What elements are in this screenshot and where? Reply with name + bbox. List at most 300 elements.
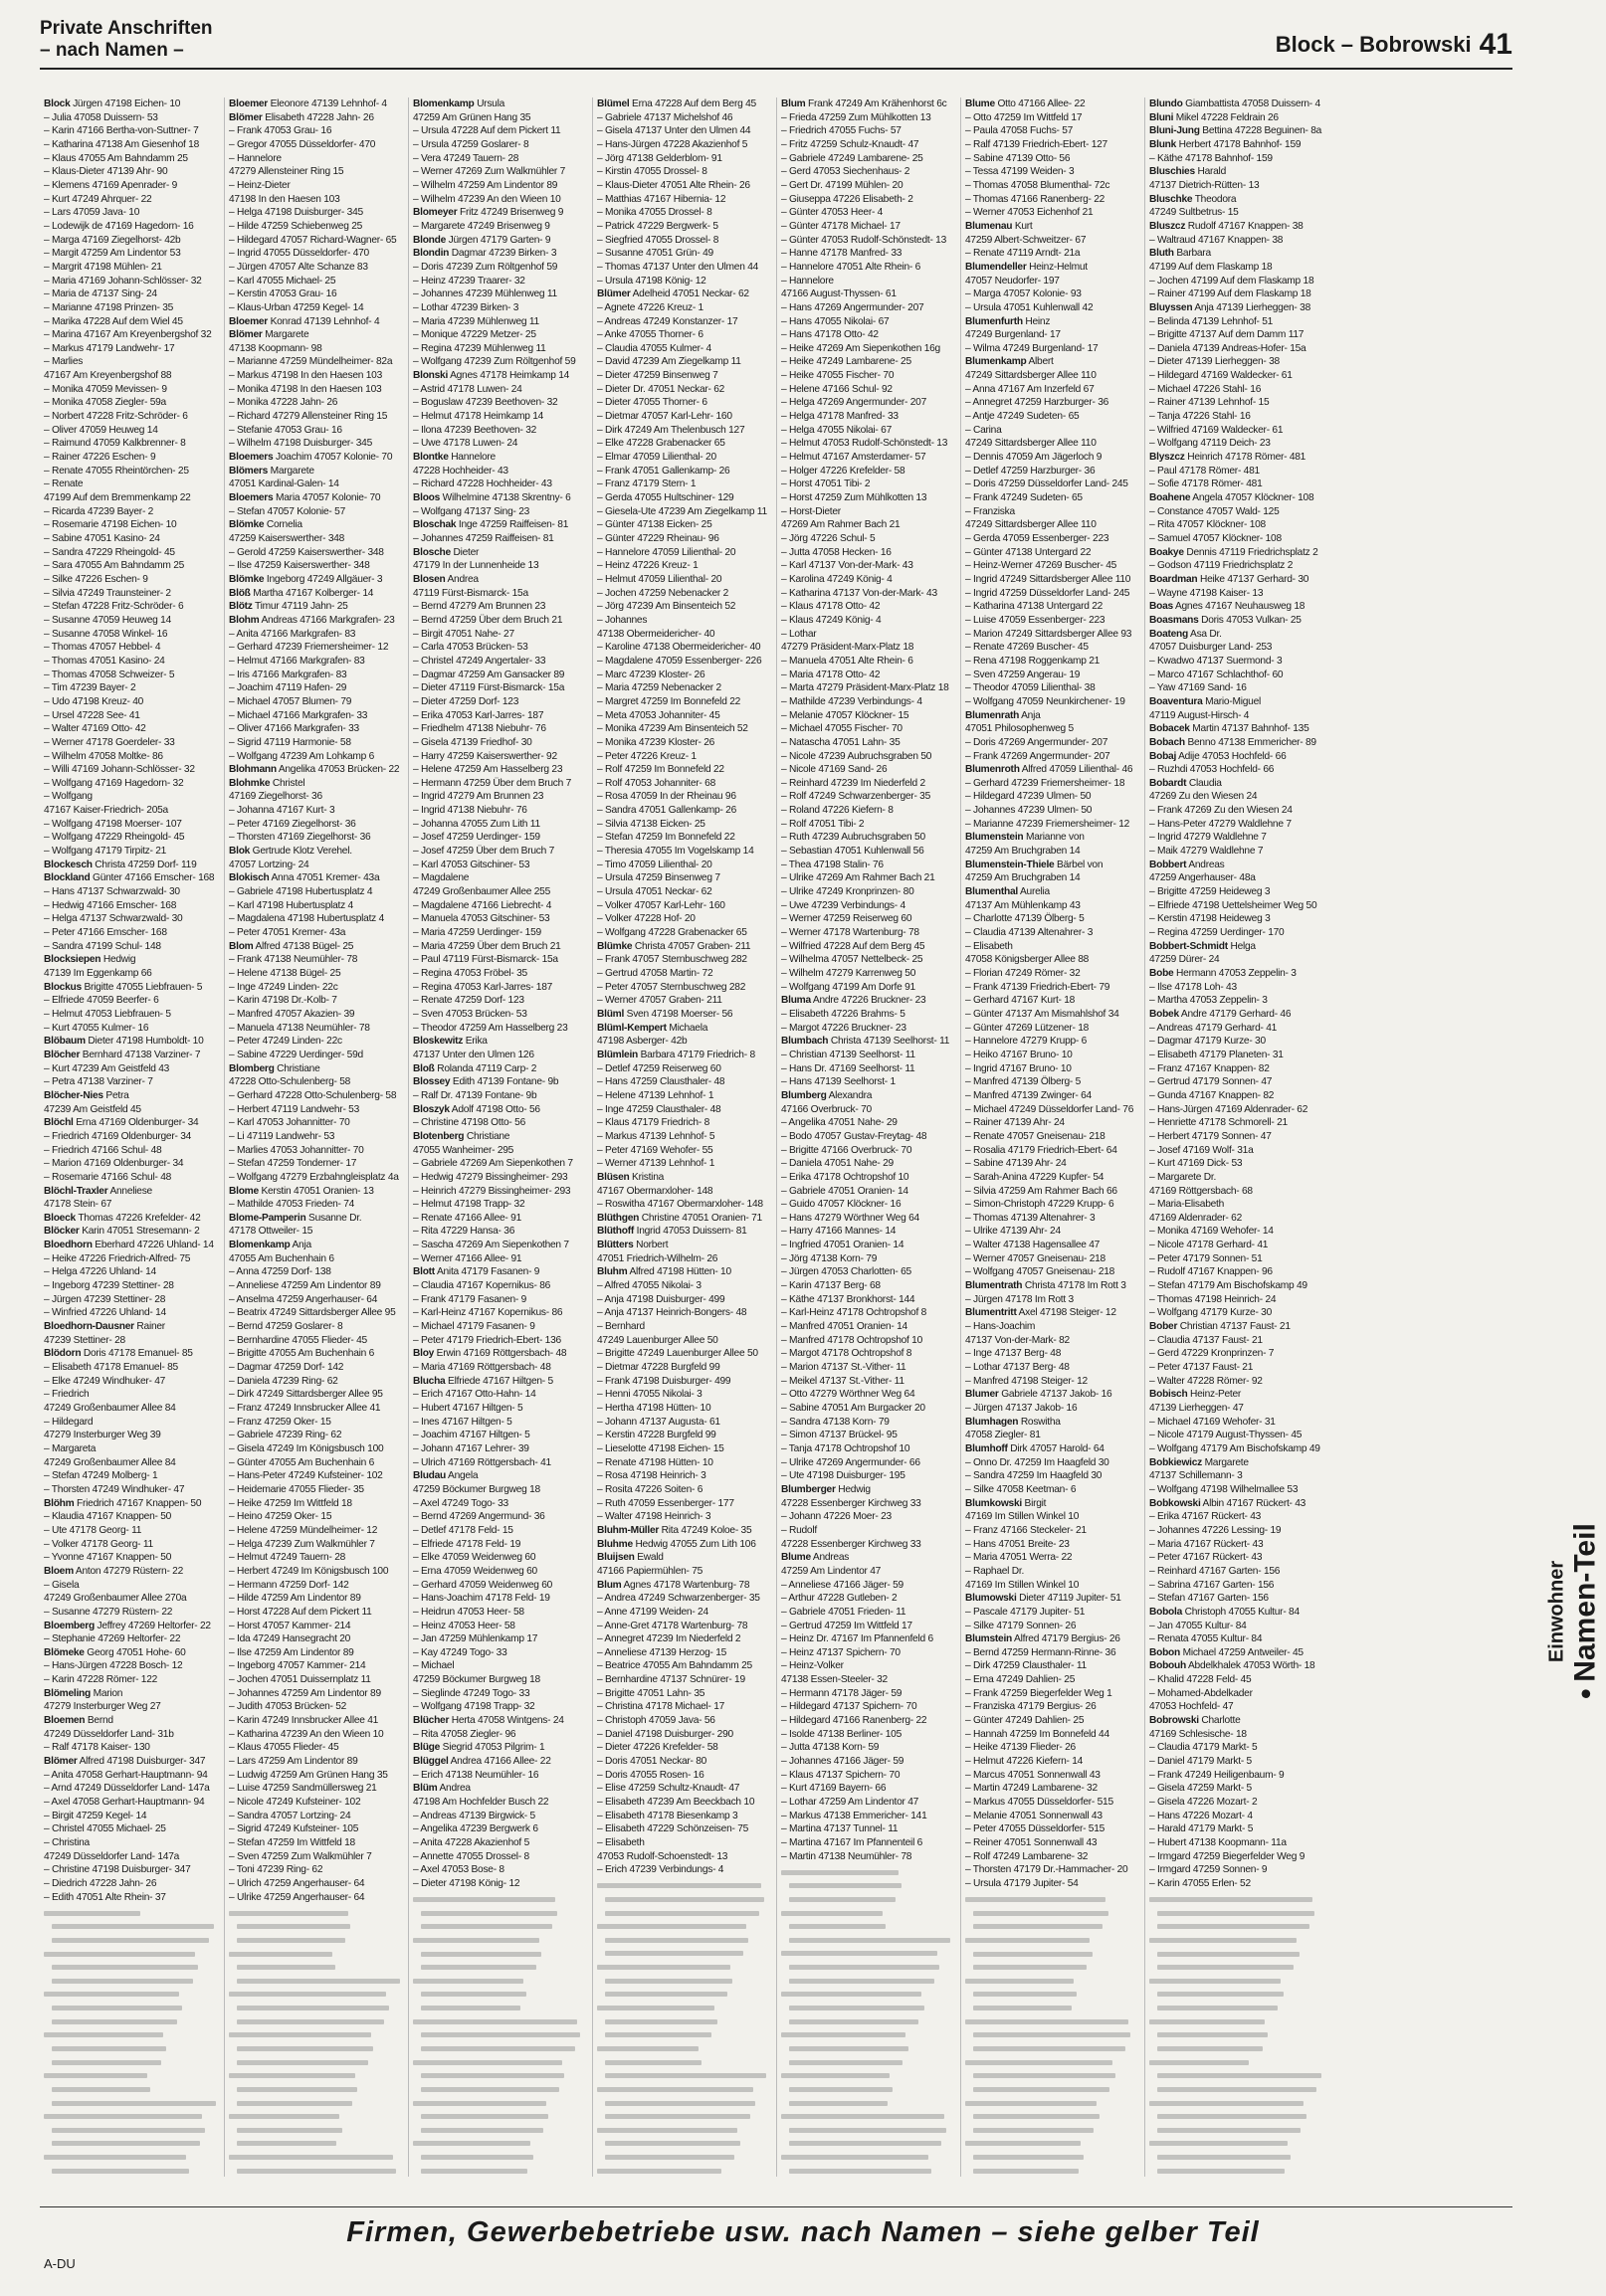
entry-details: – Stefan 47057 Kolonie- 57 — [229, 505, 345, 517]
entry-details: 47169 Im Stillen Winkel 10 — [965, 1511, 1080, 1523]
unreadable-line — [965, 2002, 1140, 2015]
entry-details: – Axel 47249 Togo- 33 — [413, 1497, 508, 1509]
directory-entry — [1149, 871, 1324, 885]
text-placeholder — [413, 1938, 539, 1943]
entry-details: – Hans 47137 Schwarzwald- 30 — [44, 886, 180, 898]
entry-details: – Toni 47239 Ring- 62 — [229, 1864, 323, 1876]
unreadable-line — [229, 1906, 404, 1920]
surname: Blöchl-Traxler — [44, 1185, 108, 1197]
entry-details: 47259 Am Grünen Hang 35 — [413, 111, 531, 123]
surname: Bloem — [44, 1565, 74, 1577]
entry-details: – Maria de 47137 Sing- 24 — [44, 288, 157, 300]
entry-details: – Frank 47269 Zu den Wiesen 24 — [1149, 805, 1293, 817]
directory-entry — [781, 1198, 956, 1212]
entry-details: – Manfred 47178 Ochtropshof 10 — [781, 1334, 923, 1346]
unreadable-line — [229, 2014, 404, 2028]
surname: Blümel — [597, 98, 630, 109]
entry-details: – Susanne 47279 Rüstern- 22 — [44, 1606, 173, 1618]
text-placeholder — [413, 2019, 577, 2024]
entry-details: – Johann 47167 Lehrer- 39 — [413, 1442, 529, 1454]
directory-entry — [965, 1538, 1140, 1552]
directory-entry — [781, 1388, 956, 1402]
directory-entry — [1149, 1538, 1324, 1552]
directory-entry — [413, 804, 588, 818]
entry-details: – Ricarda 47239 Bayer- 2 — [44, 505, 154, 517]
entry-details: – Kurt 47169 Dick- 53 — [1149, 1158, 1243, 1170]
directory-entry — [1149, 383, 1324, 397]
entry-details: – Peter 47057 Sternbuschweg 282 — [597, 981, 746, 993]
text-placeholder — [965, 2019, 1128, 2024]
entry-details: 47057 Duisburger Land- 253 — [1149, 642, 1273, 654]
entry-details: – Horst-Dieter — [781, 505, 841, 517]
entry-details: – Marika 47228 Auf dem Wiel 45 — [44, 315, 183, 327]
entry-details: – Gisela 47249 Im Königsbusch 100 — [229, 1442, 384, 1454]
entry-details: – Hertha 47198 Hütten- 10 — [597, 1403, 711, 1414]
entry-details: – Ralf Dr. 47139 Fontane- 9b — [413, 1089, 537, 1101]
entry-details: – Erna 47249 Dahlien- 25 — [965, 1674, 1076, 1686]
directory-entry — [1149, 179, 1324, 193]
directory-entry — [597, 518, 772, 532]
directory-entry — [597, 1836, 772, 1850]
directory-entry — [965, 831, 1140, 845]
text-placeholder — [44, 2155, 186, 2160]
directory-entry — [44, 247, 220, 261]
directory-entry — [965, 1700, 1140, 1714]
directory-entry — [965, 1062, 1140, 1076]
entry-details: 47279 Präsident-Marx-Platz 18 — [781, 642, 914, 654]
entry-details: – Matthias 47167 Hibernia- 12 — [597, 193, 726, 205]
directory-entry — [781, 206, 956, 220]
text-placeholder — [421, 2114, 548, 2119]
text-placeholder — [44, 1992, 179, 1997]
directory-entry — [781, 546, 956, 560]
entry-details: – Maria 47239 Mühlenweg 11 — [413, 315, 539, 327]
directory-entry — [781, 1116, 956, 1130]
entry-details: – Nicole 47249 Kufsteiner- 102 — [229, 1797, 361, 1809]
directory-entry — [597, 763, 772, 777]
directory-entry — [597, 505, 772, 519]
directory-entry — [229, 179, 404, 193]
entry-details: – Hans-Jürgen 47228 Bosch- 12 — [44, 1660, 183, 1672]
entry-details: – Sigrid 47119 Harmonie- 58 — [229, 736, 351, 748]
text-placeholder — [237, 1938, 345, 1943]
directory-entry — [597, 315, 772, 329]
directory-entry — [229, 1810, 404, 1823]
surname: Blockus — [44, 981, 82, 993]
entry-details: – Inge 47259 Clausthaler- 48 — [597, 1103, 721, 1115]
directory-entry — [597, 1538, 772, 1552]
directory-entry — [1149, 1469, 1324, 1483]
directory-entry — [781, 437, 956, 451]
entry-details: 47249 Großenbaumer Allee 84 — [44, 1456, 176, 1468]
section-side-tab — [1545, 1482, 1602, 1741]
entry-details: – Günter 47137 Am Mismahlshof 34 — [965, 1008, 1119, 1020]
entry-details: Helga — [1227, 940, 1256, 952]
entry-details: – Franz 47179 Stern- 1 — [597, 478, 697, 490]
entry-details: 47139 Im Eggenkamp 66 — [44, 968, 152, 979]
entry-details: 47198 In den Haesen 103 — [229, 193, 340, 205]
entry-details: – Werner 47178 Wartenburg- 78 — [781, 927, 919, 939]
entry-details: 47198 Am Hochfelder Busch 22 — [413, 1797, 549, 1809]
directory-entry — [781, 681, 956, 695]
directory-entry — [44, 641, 220, 655]
entry-details: Andre 47179 Gerhard- 46 — [1178, 1008, 1292, 1020]
entry-details: – Karl 47053 Gitschiner- 53 — [413, 859, 530, 870]
entry-details: – Frank 47198 Duisburger- 499 — [597, 1375, 731, 1387]
directory-entry — [413, 491, 588, 505]
directory-entry — [44, 777, 220, 791]
entry-details: – Monika 47198 In den Haesen 103 — [229, 383, 382, 395]
entry-details: – Hermann 47178 Jäger- 59 — [781, 1687, 903, 1699]
directory-entry — [229, 1620, 404, 1633]
entry-details: – Helene 47259 Mündelheimer- 12 — [229, 1524, 378, 1536]
entry-details: – Oliver 47166 Markgrafen- 33 — [229, 723, 359, 735]
text-placeholder — [52, 1924, 214, 1929]
directory-entry — [781, 953, 956, 967]
entry-details: – Helga 47269 Angermunder- 207 — [781, 397, 926, 409]
entry-details: – Lothar 47259 Am Lindentor 47 — [781, 1797, 919, 1809]
entry-details: – Karin 47228 Römer- 122 — [44, 1674, 158, 1686]
text-placeholder — [973, 2006, 1072, 2010]
directory-entry — [781, 695, 956, 709]
directory-entry — [781, 1836, 956, 1850]
directory-entry — [229, 165, 404, 179]
surname: Bloy — [413, 1348, 435, 1360]
text-placeholder — [605, 2155, 734, 2160]
directory-entry — [1149, 1225, 1324, 1239]
entry-details: – Marlies — [44, 356, 84, 368]
entry-details: – Sarah-Anina 47229 Kupfer- 54 — [965, 1171, 1104, 1183]
unreadable-line — [44, 1974, 220, 1988]
directory-entry — [1149, 926, 1324, 940]
entry-details: Christel — [270, 777, 305, 789]
entry-details: Rainer — [133, 1321, 165, 1333]
directory-entry — [44, 491, 220, 505]
surname: Blocksiepen — [44, 954, 101, 966]
surname: Blonski — [413, 370, 449, 382]
directory-entry — [229, 587, 404, 601]
directory-entry — [413, 994, 588, 1008]
surname: Blohmke — [229, 777, 271, 789]
directory-entry — [1149, 1103, 1324, 1117]
text-placeholder — [1157, 2169, 1285, 2174]
entry-details: 47228 Essenberger Kirchweg 33 — [781, 1538, 921, 1550]
text-placeholder — [1149, 1897, 1312, 1902]
entry-details: Michaela — [666, 1022, 708, 1034]
entry-details: – Sabrina 47167 Garten- 156 — [1149, 1579, 1275, 1591]
directory-entry — [1149, 1565, 1324, 1579]
directory-entry — [413, 1416, 588, 1430]
entry-details: – Hans-Joachim — [965, 1321, 1036, 1333]
directory-entry — [781, 1008, 956, 1022]
entry-details: – Jochen 47259 Nebenacker 2 — [597, 587, 729, 599]
entry-details: – Anke 47055 Thorner- 6 — [597, 329, 703, 341]
entry-details: – Kurt 47249 Ahrquer- 22 — [44, 193, 152, 205]
page-code: A-DU — [44, 2256, 76, 2271]
entry-details: – Ursula 47179 Jupiter- 54 — [965, 1877, 1079, 1889]
entry-details: – Tessa 47199 Weiden- 3 — [965, 166, 1075, 178]
directory-entry — [781, 559, 956, 573]
surname: Bobe — [1149, 968, 1174, 979]
entry-details: – Doris 47055 Rosen- 16 — [597, 1769, 704, 1781]
entry-details: – Wolfgang 47059 Neunkirchener- 19 — [965, 695, 1125, 707]
entry-details: – Johannes 47239 Mühlenweg 11 — [413, 288, 557, 300]
text-placeholder — [1157, 1992, 1284, 1997]
surname: Blüge — [413, 1742, 441, 1754]
directory-entry — [413, 355, 588, 369]
entry-details: – Helene 47139 Lehnhof- 1 — [597, 1089, 714, 1101]
entry-details: – Hans 47055 Nikolai- 67 — [781, 315, 890, 327]
entry-details: – Klaus-Dieter 47139 Ahr- 90 — [44, 166, 168, 178]
directory-entry — [965, 1402, 1140, 1416]
entry-details: – Rita 47057 Klöckner- 108 — [1149, 519, 1266, 531]
entry-details: – Peter 47137 Faust- 21 — [1149, 1362, 1254, 1374]
text-placeholder — [789, 1883, 902, 1888]
directory-entry — [965, 491, 1140, 505]
directory-entry — [229, 600, 404, 614]
directory-entry — [965, 1741, 1140, 1755]
directory-entry — [965, 1442, 1140, 1456]
surname: Bober — [1149, 1321, 1178, 1333]
directory-entry — [413, 1306, 588, 1320]
entry-details: – Regina 47053 Karl-Jarres- 187 — [413, 981, 553, 993]
entry-details: – Klaus 47178 Otto- 42 — [781, 601, 881, 613]
directory-entry — [44, 1185, 220, 1199]
entry-details: – Susanne 47058 Winkel- 16 — [44, 628, 168, 640]
text-placeholder — [413, 1897, 555, 1902]
text-placeholder — [421, 1965, 536, 1970]
entry-details: – Ilona 47239 Beethoven- 32 — [413, 424, 537, 436]
unreadable-entries — [965, 1893, 1140, 2177]
directory-entry — [1149, 342, 1324, 356]
directory-entry — [1149, 369, 1324, 383]
entry-details: Anja — [290, 1240, 311, 1251]
entry-details: – Diedrich 47228 Jahn- 26 — [44, 1877, 157, 1889]
directory-entry — [597, 1049, 772, 1062]
directory-entry — [1149, 1592, 1324, 1606]
text-placeholder — [237, 2019, 384, 2024]
entry-details: – Rosa 47198 Heinrich- 3 — [597, 1470, 706, 1482]
text-placeholder — [52, 1938, 209, 1943]
surname: Bloschak — [413, 519, 457, 531]
text-placeholder — [973, 2155, 1084, 2160]
entry-details: – Dirk 47259 Clausthaler- 11 — [965, 1660, 1087, 1672]
directory-entry — [781, 1673, 956, 1687]
entry-details: – Wolfgang 47198 Moerser- 107 — [44, 818, 182, 830]
surname: Blömke — [229, 519, 265, 531]
entry-details: – Manfred 47051 Oranien- 14 — [781, 1321, 907, 1333]
text-placeholder — [52, 2169, 189, 2174]
directory-entry — [413, 396, 588, 410]
directory-entry — [229, 383, 404, 397]
surname: Blümlein — [597, 1049, 639, 1060]
text-placeholder — [421, 1992, 526, 1997]
directory-entry — [597, 1320, 772, 1334]
directory-entry — [1149, 1239, 1324, 1252]
directory-entry — [1149, 845, 1324, 859]
directory-entry — [965, 859, 1140, 872]
entry-details: – Lodewijk de 47169 Hagedorn- 16 — [44, 220, 194, 232]
entry-details: – Gerhard 47239 Friemersheimer- 18 — [965, 777, 1125, 789]
entry-details: – Peter 47055 Düsseldorfer- 515 — [965, 1823, 1105, 1835]
entry-details: – Hans-Joachim 47178 Feld- 19 — [413, 1593, 550, 1605]
directory-entry — [597, 491, 772, 505]
entry-details: Wilhelmine 47138 Skrentny- 6 — [440, 492, 571, 504]
unreadable-line — [44, 1906, 220, 1920]
surname: Blumberger — [781, 1483, 836, 1495]
entry-details: – Natascha 47051 Lahn- 35 — [781, 736, 901, 748]
entry-details: – Johannes — [597, 614, 648, 626]
text-placeholder — [789, 2019, 918, 2024]
entry-details: – Heike 47249 Lambarene- 25 — [781, 356, 911, 368]
entry-details: – Rainer 47199 Auf dem Flaskamp 18 — [1149, 288, 1311, 300]
directory-entry — [781, 641, 956, 655]
entry-details: – Martina 47137 Tunnel- 11 — [781, 1823, 899, 1835]
entry-details: – Herbert 47119 Landwehr- 53 — [229, 1103, 359, 1115]
directory-entry — [229, 981, 404, 995]
directory-entry — [965, 885, 1140, 899]
entry-details: – Gertrud 47259 Im Wittfeld 17 — [781, 1620, 912, 1631]
entry-details: – Markus 47179 Landwehr- 17 — [44, 342, 175, 354]
text-placeholder — [1157, 2128, 1301, 2133]
text-placeholder — [781, 1951, 937, 1956]
directory-entry — [413, 1361, 588, 1375]
directory-entry — [965, 1850, 1140, 1864]
directory-entry — [965, 681, 1140, 695]
unreadable-line — [597, 1906, 772, 1920]
entry-details: – Hannah 47259 Im Bonnefeld 44 — [965, 1728, 1109, 1740]
entry-details: – Gabriele 47137 Michelshof 46 — [597, 111, 733, 123]
entry-details: – Markus 47139 Lehnhof- 5 — [597, 1130, 715, 1142]
entry-details: – Marianne 47198 Prinzen- 35 — [44, 301, 174, 313]
directory-entry — [229, 315, 404, 329]
entry-details: Alfred 47059 Lilienthal- 46 — [1019, 764, 1133, 776]
directory-entry — [965, 1714, 1140, 1728]
surname: Bluijsen — [597, 1552, 635, 1564]
entry-details: – Peter 47169 Ziegelhorst- 36 — [229, 818, 356, 830]
directory-entry — [44, 804, 220, 818]
unreadable-line — [597, 2083, 772, 2097]
entry-details: – Thorsten 47169 Ziegelhorst- 36 — [229, 832, 371, 844]
directory-entry — [413, 1632, 588, 1646]
entry-details: – Helmut 47167 Amsterdamer- 57 — [781, 452, 926, 464]
text-placeholder — [52, 2006, 182, 2010]
directory-entry — [781, 451, 956, 465]
directory-entry — [597, 777, 772, 791]
entry-details: – Dieter 47055 Thorner- 6 — [597, 397, 707, 409]
entry-details: – Regina 47239 Mühlenweg 11 — [413, 342, 546, 354]
surname: Blomenkamp — [229, 1240, 291, 1251]
directory-entry — [965, 940, 1140, 954]
entry-details: – Renate 47198 Hütten- 10 — [597, 1456, 713, 1468]
entry-details: – Mohamed-Abdelkader — [1149, 1687, 1253, 1699]
directory-entry — [965, 1239, 1140, 1252]
directory-entry — [965, 342, 1140, 356]
entry-details: – Marlies 47053 Johannitter- 70 — [229, 1144, 364, 1156]
directory-entry — [1149, 600, 1324, 614]
directory-entry — [781, 926, 956, 940]
directory-entry — [413, 111, 588, 125]
directory-entry — [1149, 750, 1324, 764]
text-placeholder — [52, 2128, 205, 2133]
directory-entry — [229, 301, 404, 315]
directory-entry — [44, 790, 220, 804]
page-range-heading — [1276, 28, 1512, 62]
directory-entry — [965, 1687, 1140, 1701]
surname: Blumenau — [965, 220, 1013, 232]
text-placeholder — [597, 1883, 761, 1888]
surname: Blumowski — [965, 1593, 1017, 1605]
entry-details: Herbert 47178 Bahnhof- 159 — [1176, 138, 1302, 150]
directory-entry — [597, 1116, 772, 1130]
entry-details: – Marta 47279 Präsident-Marx-Platz 18 — [781, 682, 949, 694]
directory-entry — [413, 1185, 588, 1199]
text-placeholder — [52, 2141, 200, 2146]
directory-entry — [413, 1538, 588, 1552]
directory-entry — [597, 1796, 772, 1810]
directory-entry — [1149, 1620, 1324, 1633]
entry-details: Georg 47051 Hohe- 60 — [84, 1646, 186, 1658]
directory-entry — [597, 1212, 772, 1226]
text-placeholder — [973, 1952, 1093, 1957]
entry-details: – Marion 47169 Oldenburger- 34 — [44, 1158, 184, 1170]
text-placeholder — [605, 1911, 759, 1916]
entry-details: – Axel 47058 Gerhart-Hauptmann- 94 — [44, 1797, 205, 1809]
entry-details: – Johanna 47167 Kurt- 3 — [229, 805, 335, 817]
surname: Blumenstein — [965, 832, 1024, 844]
entry-details: – Wayne 47198 Kaiser- 13 — [1149, 587, 1264, 599]
entry-details: – Horst 47057 Kammer- 214 — [229, 1620, 351, 1631]
directory-entry — [44, 1375, 220, 1389]
directory-column — [408, 97, 592, 2177]
directory-entry — [44, 315, 220, 329]
section-subtitle: – nach Namen – — [40, 40, 184, 61]
directory-entry — [597, 275, 772, 288]
entry-details: 47053 Hochfeld- 47 — [1149, 1701, 1234, 1713]
entry-details: – Elisabeth — [965, 940, 1013, 952]
directory-entry — [781, 1171, 956, 1185]
text-placeholder — [789, 2128, 946, 2133]
directory-entry — [229, 1171, 404, 1185]
surname: Bluni — [1149, 111, 1174, 123]
entry-details: Christa 47178 Im Rott 3 — [1022, 1280, 1126, 1292]
directory-entry — [781, 1144, 956, 1158]
entry-details: – Guido 47057 Klöckner- 16 — [781, 1199, 902, 1211]
entry-details: – Thomas 47198 Heinrich- 24 — [1149, 1293, 1277, 1305]
entry-details: Aurelia — [1017, 886, 1050, 898]
entry-details: – Ursula 47198 König- 12 — [597, 275, 706, 287]
entry-details: – Franz 47259 Oker- 15 — [229, 1416, 331, 1428]
entry-details: – Sigrid 47249 Kufsteiner- 105 — [229, 1823, 359, 1835]
entry-details: – Wolfgang — [44, 791, 93, 803]
unreadable-line — [413, 1920, 588, 1934]
directory-entry — [1149, 736, 1324, 750]
text-placeholder — [52, 1979, 193, 1984]
surname: Blume — [781, 1552, 811, 1564]
entry-details: Herta 47058 Wintgens- 24 — [449, 1715, 564, 1727]
entry-details: Friedrich 47167 Knappen- 50 — [74, 1497, 202, 1509]
directory-entry — [597, 424, 772, 438]
surname: Bobek — [1149, 1008, 1179, 1020]
entry-details: Giambattista 47058 Duissern- 4 — [1182, 98, 1320, 109]
entry-details: – Elke 47249 Windhuker- 47 — [44, 1375, 166, 1387]
entry-details: Dieter — [450, 546, 480, 558]
directory-entry — [781, 1606, 956, 1620]
surname: Blömer — [229, 329, 263, 341]
directory-entry — [965, 994, 1140, 1008]
directory-entry — [229, 573, 404, 587]
directory-entry — [965, 478, 1140, 491]
